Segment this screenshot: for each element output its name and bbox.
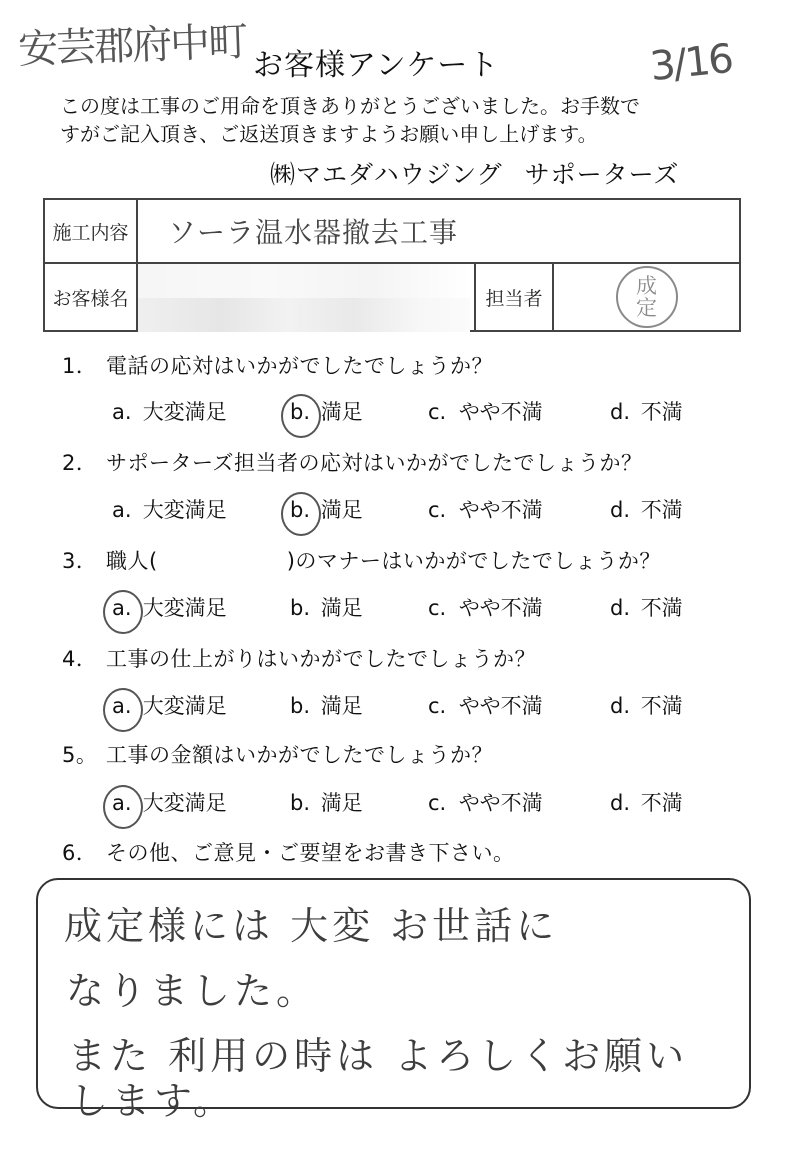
- company-name-main: ㈱マエダハウジング: [270, 160, 503, 189]
- question-4-options: [112, 690, 752, 720]
- redacted-customer-name: [138, 264, 470, 332]
- staff-stamp-icon: [616, 266, 678, 328]
- question-6-text: その他、ご意見・ご要望をお書き下さい。: [106, 841, 515, 865]
- work-value[interactable]: ソーラ温水器撤去工事: [137, 199, 740, 263]
- q3-option-b[interactable]: b. 満足: [290, 596, 363, 620]
- handwritten-location: 安芸郡府中町: [17, 19, 247, 73]
- question-4: [62, 643, 536, 673]
- company-name: [270, 155, 679, 191]
- question-6-number: 6．: [62, 841, 98, 865]
- q5-option-b[interactable]: b. 満足: [290, 791, 363, 815]
- selected-circle-icon: [281, 492, 321, 536]
- question-3-number: 3．: [62, 549, 98, 573]
- q2-option-c[interactable]: c. やや不満: [428, 498, 543, 522]
- company-team: サポーターズ: [524, 160, 680, 189]
- work-row: [44, 199, 740, 263]
- customer-label: お客様名: [44, 263, 137, 331]
- question-2-options: [112, 494, 752, 524]
- question-3: [62, 545, 661, 575]
- staff-label: 担当者: [475, 263, 553, 331]
- q3-option-c[interactable]: c. やや不満: [428, 596, 543, 620]
- q1-option-a[interactable]: a. 大変満足: [112, 400, 227, 424]
- q1-option-b[interactable]: b. 満足: [290, 396, 363, 426]
- question-2-number: 2．: [62, 451, 98, 475]
- intro-text: [60, 92, 760, 148]
- question-5: [62, 739, 493, 769]
- selected-circle-icon: [103, 785, 143, 829]
- selected-circle-icon: [103, 590, 143, 634]
- q4-option-c[interactable]: c. やや不満: [428, 694, 543, 718]
- staff-stamp-cell: [553, 263, 740, 331]
- question-3-options: [112, 592, 752, 622]
- handwritten-date: 3/16: [647, 35, 735, 91]
- comment-line-3: また 利用の時は よろしくお願い: [68, 1034, 689, 1078]
- q3-option-a[interactable]: a. 大変満足: [112, 592, 227, 622]
- comment-line-1: 成定様には 大変 お世話に: [64, 904, 559, 948]
- q5-option-c[interactable]: c. やや不満: [428, 791, 543, 815]
- intro-line-1: この度は工事のご用命を頂きありがとうございました。お手数で: [60, 94, 640, 118]
- question-3-text: 職人( )のマナーはいかがでしたでしょうか？: [106, 549, 661, 573]
- form-title: お客様アンケート: [253, 48, 500, 83]
- question-4-text: 工事の仕上がりはいかがでしたでしょうか？: [106, 647, 536, 671]
- question-6: [62, 837, 515, 867]
- question-1: [62, 350, 493, 380]
- question-1-number: 1．: [62, 354, 98, 378]
- q2-option-a[interactable]: a. 大変満足: [112, 498, 227, 522]
- q4-option-d[interactable]: d. 不満: [610, 694, 683, 718]
- question-2-text: サポーターズ担当者の応対はいかがでしたでしょうか？: [106, 451, 643, 475]
- q5-option-d[interactable]: d. 不満: [610, 791, 683, 815]
- work-label: 施工内容: [44, 199, 137, 263]
- q4-option-a[interactable]: a. 大変満足: [112, 690, 227, 720]
- q1-option-d[interactable]: d. 不満: [610, 400, 683, 424]
- stamp-char-2: 定: [636, 296, 657, 320]
- question-4-number: 4．: [62, 647, 98, 671]
- comment-line-4: します。: [70, 1079, 235, 1123]
- q5-option-a[interactable]: a. 大変満足: [112, 787, 227, 817]
- intro-line-2: すがご記入頂き、ご返送頂きますようお願い申し上げます。: [60, 122, 598, 146]
- selected-circle-icon: [103, 688, 143, 732]
- stamp-char-1: 成: [636, 274, 657, 298]
- comment-line-2: なりました。: [66, 969, 319, 1013]
- question-5-number: 5。: [62, 743, 98, 767]
- question-5-text: 工事の金額はいかがでしたでしょうか？: [106, 743, 493, 767]
- q2-option-d[interactable]: d. 不満: [610, 498, 683, 522]
- question-1-options: [112, 396, 752, 426]
- q2-option-b[interactable]: b. 満足: [290, 494, 363, 524]
- q1-option-c[interactable]: c. やや不満: [428, 400, 543, 424]
- q4-option-b[interactable]: b. 満足: [290, 694, 363, 718]
- question-1-text: 電話の応対はいかがでしたでしょうか？: [106, 354, 493, 378]
- question-2: [62, 447, 642, 477]
- q3-option-d[interactable]: d. 不満: [610, 596, 683, 620]
- selected-circle-icon: [281, 394, 321, 438]
- question-5-options: [112, 787, 752, 817]
